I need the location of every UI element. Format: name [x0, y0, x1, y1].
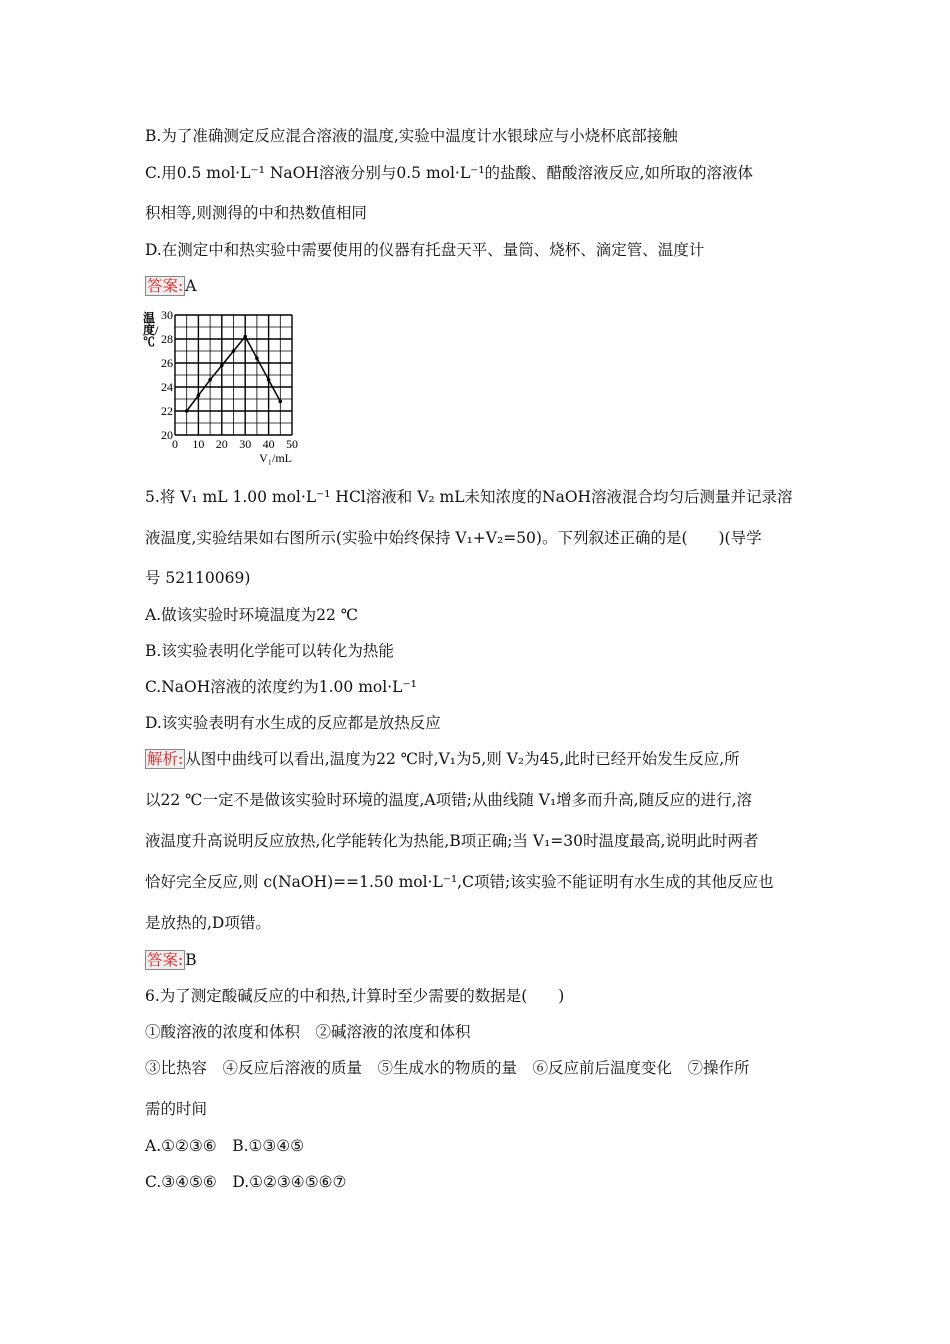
q6-items-1: ①酸溶液的浓度和体积 ②碱溶液的浓度和体积 — [145, 1023, 471, 1041]
analysis-q5-5: 是放热的,D项错。 — [145, 914, 271, 932]
answer-q4: 答案: A — [147, 277, 197, 295]
option-a-q5: A.做该实验时环境温度为22 ℃ — [145, 606, 359, 624]
answer-label: 答案: — [147, 951, 184, 969]
q6-items-3: 需的时间 — [145, 1100, 208, 1118]
x-tick-label: 0 — [172, 437, 178, 451]
analysis-label: 解析: — [147, 750, 184, 768]
analysis-q5-1: 解析: 从图中曲线可以看出,温度为22 ℃时,V₁为5,则 V₂为45,此时已经开始发生反应,所 — [147, 750, 740, 768]
data-point — [243, 335, 247, 339]
x-tick-label: 30 — [239, 437, 252, 451]
data-point — [197, 394, 201, 398]
option-d-q5: D.该实验表明有水生成的反应都是放热反应 — [145, 714, 441, 732]
q6-options-cd: C.③④⑤⑥ D.①②③④⑤⑥⑦ — [145, 1173, 347, 1191]
option-c-q4-cont: 积相等,则测得的中和热数值相同 — [145, 204, 367, 222]
option-c-q5: C.NaOH溶液的浓度约为1.00 mol·L⁻¹ — [145, 678, 417, 696]
y-tick-label: 24 — [161, 380, 173, 394]
y-tick-label: 26 — [161, 356, 173, 370]
data-point — [232, 349, 236, 353]
y-tick-label: 20 — [161, 428, 173, 442]
option-b-q5: B.该实验表明化学能可以转化为热能 — [145, 642, 394, 660]
x-axis-label: V₁/mL — [259, 451, 292, 465]
y-axis-label: 温度/℃ — [143, 311, 159, 349]
q6-options-ab: A.①②③⑥ B.①③④⑤ — [145, 1137, 305, 1155]
x-tick-label: 10 — [192, 437, 205, 451]
data-point — [208, 378, 212, 382]
option-b-q4: B.为了准确测定反应混合溶液的温度,实验中温度计水银球应与小烧杯底部接触 — [145, 127, 678, 145]
temperature-chart — [140, 305, 310, 465]
option-d-q4: D.在测定中和热实验中需要使用的仪器有托盘天平、量筒、烧杯、滴定管、温度计 — [145, 241, 705, 259]
analysis-q5-2: 以22 ℃一定不是做该实验时环境的温度,A项错;从曲线随 V₁增多而升高,随反应的进行,溶 — [145, 791, 753, 809]
data-point — [255, 356, 259, 360]
q5-stem-3: 号 52110069) — [145, 569, 251, 587]
q6-stem: 6.为了测定酸碱反应的中和热,计算时至少需要的数据是( ) — [145, 987, 565, 1005]
q5-stem-1: 5.将 V₁ mL 1.00 mol·L⁻¹ HCl溶液和 V₂ mL未知浓度的NaOH溶液混合均匀后测量并记录溶 — [145, 488, 793, 506]
y-tick-label: 22 — [161, 404, 173, 418]
y-tick-label: 28 — [161, 332, 173, 346]
q5-stem-2: 液温度,实验结果如右图所示(实验中始终保持 V₁+V₂=50)。下列叙述正确的是( )(导学 — [145, 529, 762, 547]
option-c-q4: C.用0.5 mol·L⁻¹ NaOH溶液分别与0.5 mol·L⁻¹的盐酸、醋酸溶液反应,如所取的溶液体 — [145, 164, 753, 182]
data-point — [220, 364, 224, 368]
q6-items-2: ③比热容 ④反应后溶液的质量 ⑤生成水的物质的量 ⑥反应前后温度变化 ⑦操作所 — [145, 1059, 750, 1077]
data-point — [267, 378, 271, 382]
x-tick-label: 40 — [262, 437, 275, 451]
data-point — [279, 400, 283, 404]
x-tick-label: 50 — [286, 437, 298, 451]
answer-label: 答案: — [147, 277, 184, 295]
data-point — [185, 409, 189, 413]
answer-q5: 答案: B — [147, 951, 197, 969]
x-tick-label: 20 — [215, 437, 228, 451]
analysis-q5-4: 恰好完全反应,则 c(NaOH)==1.50 mol·L⁻¹,C项错;该实验不能证明有水生成的其他反应也 — [145, 873, 774, 891]
y-tick-label: 30 — [161, 308, 173, 322]
analysis-q5-3: 液温度升高说明反应放热,化学能转化为热能,B项正确;当 V₁=30时温度最高,说明此时两者 — [145, 832, 759, 850]
